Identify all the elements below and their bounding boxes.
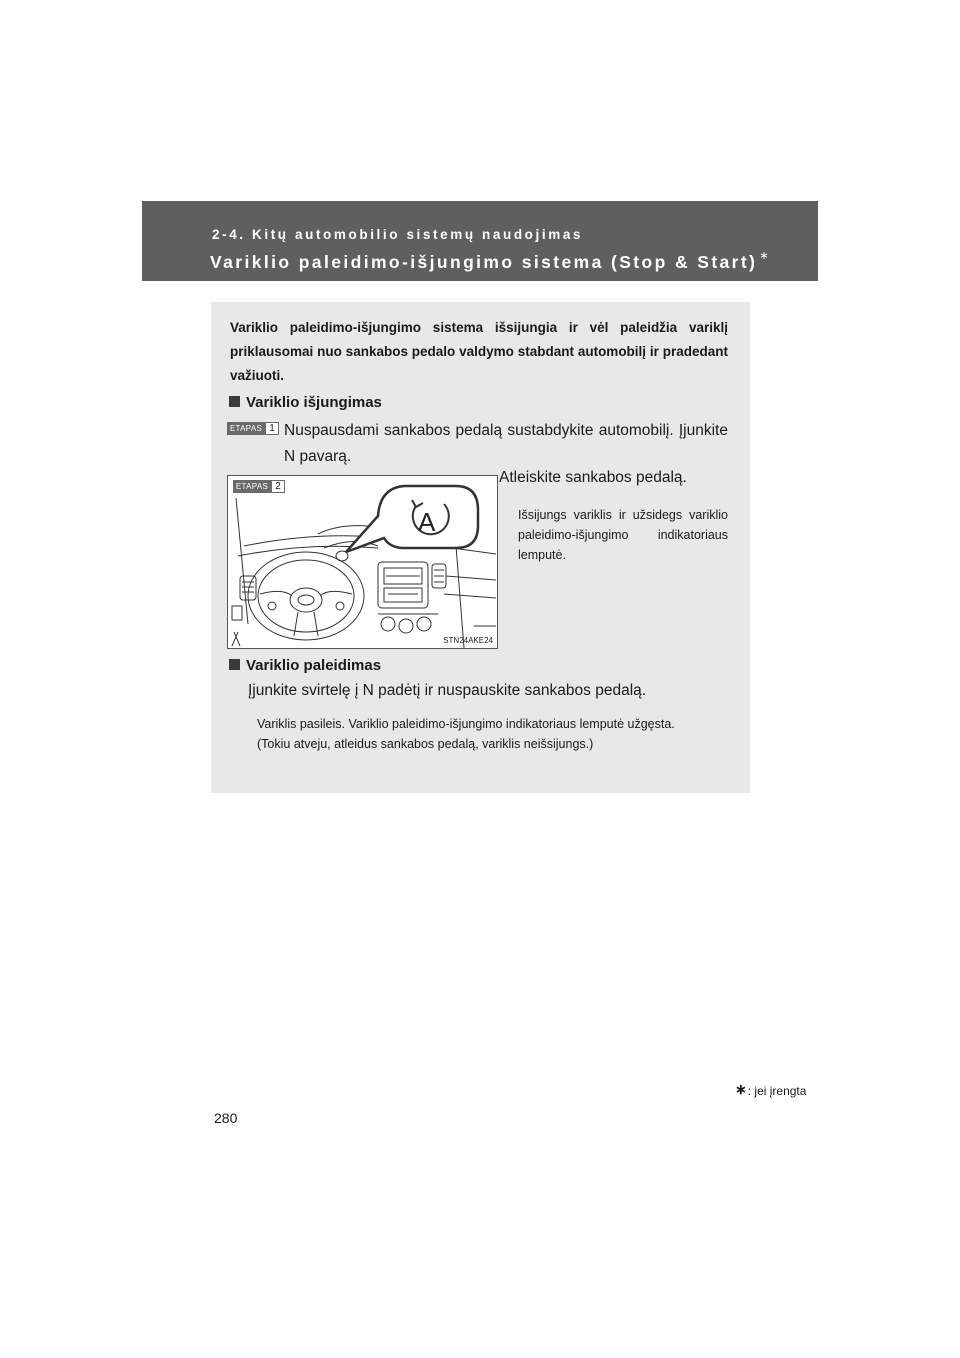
footnote-text: : jei įrengta — [747, 1084, 807, 1098]
step-2-note: Išsijungs variklis ir užsidegs variklio paleidimo-išjungimo indikatoriaus lemputė. — [518, 508, 728, 562]
step-2-text: Atleiskite sankabos pedalą. — [499, 469, 687, 486]
footnote — [735, 1082, 806, 1099]
content-panel — [211, 302, 750, 793]
step-1-text: Nuspausdami sankabos pedalą sustabdykite automobilį. Įjunkite N pavarą. — [284, 422, 728, 465]
step-2-number: 2 — [271, 480, 285, 493]
engine-start-heading-text: Variklio paleidimas — [246, 657, 382, 674]
step-1-number: 1 — [265, 422, 279, 435]
page-number: 280 — [214, 1110, 238, 1126]
page-title — [210, 251, 771, 273]
illustration-code: STN24AKE24 — [443, 636, 493, 645]
bullet-square-icon — [229, 396, 240, 407]
footnote-mark: ∗ — [735, 1081, 747, 1097]
step-2-tag: ETAPAS — [233, 480, 271, 493]
optional-equipment-mark: ∗ — [759, 250, 771, 262]
step-2-badge — [233, 480, 284, 493]
section-label: 2-4. Kitų automobilio sistemų naudojimas — [212, 227, 584, 242]
step-1-badge — [227, 422, 278, 435]
engine-start-note — [257, 714, 728, 754]
dashboard-illustration — [227, 475, 498, 649]
step-1-tag: ETAPAS — [227, 422, 265, 435]
engine-start-text: Įjunkite svirtelę į N padėtį ir nuspauskite sankabos pedalą. — [248, 682, 647, 699]
engine-stop-heading-text: Variklio išjungimas — [246, 394, 382, 411]
page-title-text: Variklio paleidimo-išjungimo sistema (Stop & Start) — [210, 251, 758, 272]
chapter-header-band — [142, 201, 818, 281]
engine-start-note-line-1: Variklis pasileis. Variklio paleidimo-išjungimo indikatoriaus lemputė užgęsta. — [257, 717, 675, 731]
engine-start-heading — [229, 657, 381, 674]
bullet-square-icon — [229, 659, 240, 670]
dashboard-drawing — [228, 476, 497, 648]
callout-letter: A — [418, 507, 436, 537]
engine-start-note-line-2: (Tokiu atveju, atleidus sankabos pedalą, variklis neišsijungs.) — [257, 737, 594, 751]
intro-paragraph: Variklio paleidimo-išjungimo sistema išsijungia ir vėl paleidžia variklį priklausomai nuo sankabos pedalo valdymo stabdant automobilį ir pradedant važiuoti. — [230, 320, 728, 383]
engine-stop-heading — [229, 394, 382, 411]
